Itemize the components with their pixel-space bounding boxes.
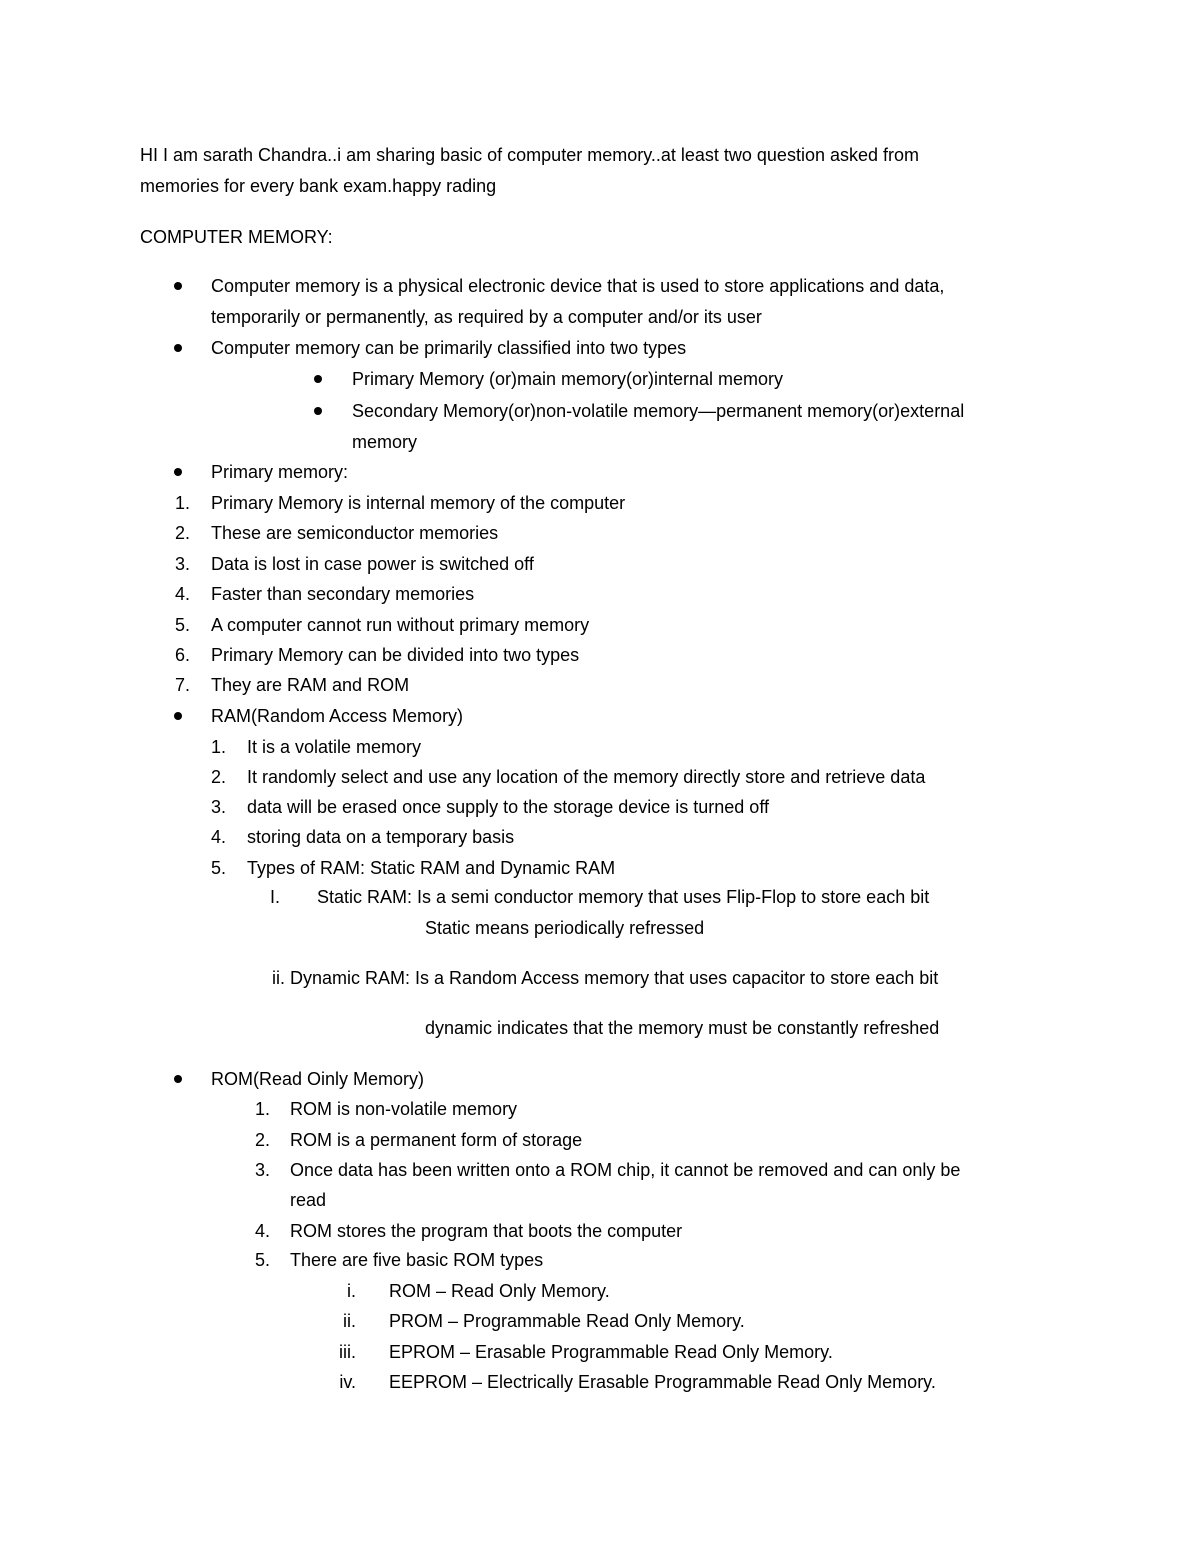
rom-item-text: Once data has been written onto a ROM chip, it cannot be removed and can only be	[290, 1160, 961, 1180]
overview-item-2: Computer memory can be primarily classified into two types	[211, 338, 687, 358]
rom-item-text: ROM is a permanent form of storage	[290, 1130, 583, 1150]
rom-type-marker: i.	[347, 1281, 356, 1301]
dynamic-ram-text: ii. Dynamic RAM: Is a Random Access memory that uses capacitor to store each bit	[272, 968, 939, 988]
rom-type-text: EEPROM – Electrically Erasable Programmable Read Only Memory.	[389, 1372, 936, 1392]
ram-item-marker: 3.	[211, 797, 227, 817]
section-heading: COMPUTER MEMORY:	[140, 227, 333, 247]
rom-item-text: ROM stores the program that boots the computer	[290, 1221, 683, 1241]
primary-item-text: Data is lost in case power is switched off	[211, 554, 534, 574]
intro-line-1: HI I am sarath Chandra..i am sharing basic of computer memory..at least two question asked from	[140, 145, 920, 165]
rom-item-marker: 3.	[255, 1160, 271, 1180]
overview-item-1-line-1: Computer memory is a physical electronic device that is used to store applications and data,	[211, 276, 945, 296]
primary-item-text: They are RAM and ROM	[211, 675, 410, 695]
ram-item-text: It is a volatile memory	[247, 737, 422, 757]
ram-item-text: storing data on a temporary basis	[247, 827, 515, 847]
bullet-icon	[174, 282, 182, 290]
overview-sub-1: Primary Memory (or)main memory(or)internal memory	[352, 369, 784, 389]
bullet-icon	[174, 1075, 182, 1083]
rom-type-marker: iii.	[339, 1342, 356, 1362]
primary-item-text: Faster than secondary memories	[211, 584, 475, 604]
static-ram-marker: I.	[270, 887, 281, 907]
rom-item-marker: 5.	[255, 1250, 271, 1270]
primary-item-text: A computer cannot run without primary memory	[211, 615, 590, 635]
primary-item-text: Primary Memory is internal memory of the computer	[211, 493, 626, 513]
bullet-icon	[174, 468, 182, 476]
primary-item-marker: 1.	[175, 493, 191, 513]
bullet-icon	[314, 375, 322, 383]
primary-item-text: Primary Memory can be divided into two types	[211, 645, 580, 665]
dynamic-ram-note: dynamic indicates that the memory must be constantly refreshed	[425, 1018, 940, 1038]
ram-item-text: It randomly select and use any location of the memory directly store and retrieve data	[247, 767, 926, 787]
rom-item-marker: 1.	[255, 1099, 271, 1119]
rom-item-text: There are five basic ROM types	[290, 1250, 544, 1270]
static-ram-note: Static means periodically refressed	[425, 918, 705, 938]
ram-item-marker: 5.	[211, 858, 227, 878]
bullet-icon	[174, 712, 182, 720]
primary-item-marker: 5.	[175, 615, 191, 635]
primary-item-marker: 6.	[175, 645, 191, 665]
primary-item-marker: 3.	[175, 554, 191, 574]
ram-item-marker: 2.	[211, 767, 227, 787]
ram-item-marker: 1.	[211, 737, 227, 757]
static-ram-text: Static RAM: Is a semi conductor memory that uses Flip-Flop to store each bit	[317, 887, 930, 907]
rom-type-marker: iv.	[339, 1372, 356, 1392]
rom-type-text: PROM – Programmable Read Only Memory.	[389, 1311, 745, 1331]
rom-item-text: ROM is non-volatile memory	[290, 1099, 518, 1119]
overview-sub-2-line-1: Secondary Memory(or)non-volatile memory—permanent memory(or)external	[352, 401, 965, 421]
rom-item-marker: 4.	[255, 1221, 271, 1241]
bullet-icon	[314, 407, 322, 415]
primary-title: Primary memory:	[211, 462, 349, 482]
overview-item-1-line-2: temporarily or permanently, as required by a computer and/or its user	[211, 307, 762, 327]
primary-item-marker: 2.	[175, 523, 191, 543]
primary-item-text: These are semiconductor memories	[211, 523, 499, 543]
rom-item-marker: 2.	[255, 1130, 271, 1150]
rom-title: ROM(Read Oinly Memory)	[211, 1069, 425, 1089]
rom-type-marker: ii.	[343, 1311, 356, 1331]
primary-item-marker: 4.	[175, 584, 191, 604]
ram-item-marker: 4.	[211, 827, 227, 847]
ram-item-text: data will be erased once supply to the storage device is turned off	[247, 797, 769, 817]
intro-line-2: memories for every bank exam.happy rading	[140, 176, 497, 196]
rom-item-text: read	[290, 1190, 327, 1210]
bullet-icon	[174, 344, 182, 352]
ram-title: RAM(Random Access Memory)	[211, 706, 464, 726]
rom-type-text: ROM – Read Only Memory.	[389, 1281, 610, 1301]
ram-item-text: Types of RAM: Static RAM and Dynamic RAM	[247, 858, 616, 878]
primary-item-marker: 7.	[175, 675, 191, 695]
rom-type-text: EPROM – Erasable Programmable Read Only Memory.	[389, 1342, 833, 1362]
overview-sub-2-line-2: memory	[352, 432, 418, 452]
